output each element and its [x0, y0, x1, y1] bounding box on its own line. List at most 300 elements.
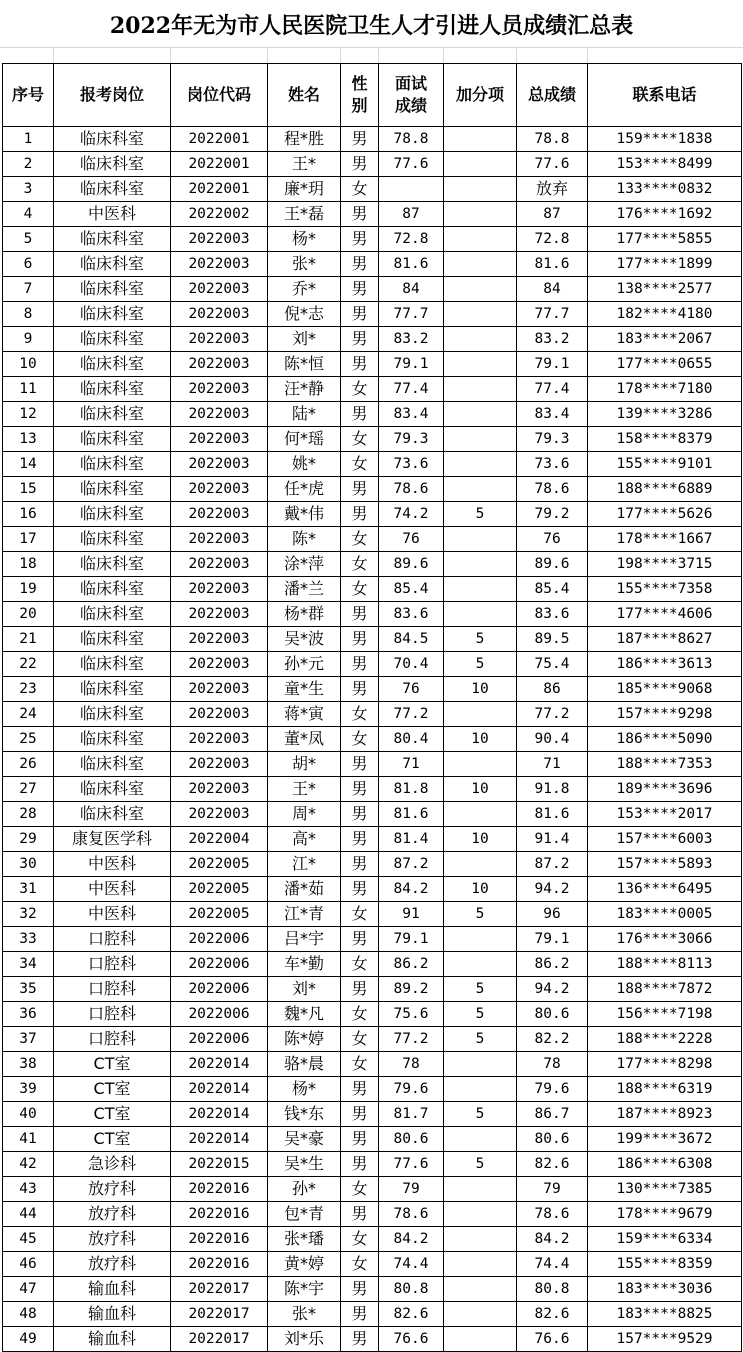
- table-row: [3, 1077, 742, 1102]
- code-cell: 2022017: [171, 1302, 268, 1327]
- bonus-cell: [444, 1277, 517, 1302]
- total-cell: 81.6: [517, 802, 588, 827]
- position-cell: 临床科室: [54, 527, 171, 552]
- header-seq: 序号: [3, 64, 54, 127]
- table-row: [3, 427, 742, 452]
- name-cell: 陈*婷: [268, 1027, 341, 1052]
- name-cell: 涂*萍: [268, 552, 341, 577]
- interview-cell: 83.6: [379, 602, 444, 627]
- seq-cell: 37: [3, 1027, 54, 1052]
- sheet-gridline: [443, 48, 444, 64]
- phone-cell: 155****8359: [588, 1252, 742, 1277]
- bonus-cell: [444, 202, 517, 227]
- sheet-gridline: [516, 48, 517, 64]
- name-cell: 刘*: [268, 977, 341, 1002]
- bonus-cell: [444, 177, 517, 202]
- gender-cell: 男: [341, 677, 379, 702]
- total-cell: 91.4: [517, 827, 588, 852]
- total-cell: 87: [517, 202, 588, 227]
- seq-cell: 8: [3, 302, 54, 327]
- interview-cell: 81.6: [379, 252, 444, 277]
- table-row: [3, 527, 742, 552]
- name-cell: 江*青: [268, 902, 341, 927]
- name-cell: 乔*: [268, 277, 341, 302]
- phone-cell: 189****3696: [588, 777, 742, 802]
- seq-cell: 26: [3, 752, 54, 777]
- table-row: [3, 752, 742, 777]
- code-cell: 2022003: [171, 327, 268, 352]
- total-cell: 79.1: [517, 352, 588, 377]
- gender-cell: 女: [341, 552, 379, 577]
- score-table: [2, 63, 742, 1352]
- name-cell: 黄*婷: [268, 1252, 341, 1277]
- header-position: 报考岗位: [54, 64, 171, 127]
- position-cell: 中医科: [54, 877, 171, 902]
- bonus-cell: [444, 1252, 517, 1277]
- total-cell: 91.8: [517, 777, 588, 802]
- phone-cell: 177****8298: [588, 1052, 742, 1077]
- seq-cell: 39: [3, 1077, 54, 1102]
- position-cell: 输血科: [54, 1327, 171, 1352]
- gender-cell: 男: [341, 402, 379, 427]
- total-cell: 72.8: [517, 227, 588, 252]
- total-cell: 78: [517, 1052, 588, 1077]
- gender-cell: 男: [341, 1277, 379, 1302]
- total-cell: 77.6: [517, 152, 588, 177]
- position-cell: 临床科室: [54, 627, 171, 652]
- position-cell: 临床科室: [54, 427, 171, 452]
- gender-cell: 男: [341, 827, 379, 852]
- bonus-cell: 5: [444, 1152, 517, 1177]
- seq-cell: 25: [3, 727, 54, 752]
- bonus-cell: [444, 1052, 517, 1077]
- seq-cell: 9: [3, 327, 54, 352]
- table-row: [3, 477, 742, 502]
- phone-cell: 176****1692: [588, 202, 742, 227]
- table-row: [3, 227, 742, 252]
- code-cell: 2022005: [171, 852, 268, 877]
- code-cell: 2022003: [171, 352, 268, 377]
- interview-cell: 76: [379, 677, 444, 702]
- total-cell: 84.2: [517, 1227, 588, 1252]
- code-cell: 2022003: [171, 402, 268, 427]
- bonus-cell: [444, 477, 517, 502]
- table-row: [3, 377, 742, 402]
- gender-cell: 男: [341, 602, 379, 627]
- bonus-cell: 10: [444, 827, 517, 852]
- code-cell: 2022016: [171, 1177, 268, 1202]
- total-cell: 71: [517, 752, 588, 777]
- bonus-cell: [444, 602, 517, 627]
- bonus-cell: [444, 1177, 517, 1202]
- name-cell: 戴*伟: [268, 502, 341, 527]
- table-header-row: [3, 64, 742, 127]
- table-row: [3, 802, 742, 827]
- interview-cell: 84.2: [379, 877, 444, 902]
- name-cell: 刘*: [268, 327, 341, 352]
- seq-cell: 28: [3, 802, 54, 827]
- gender-cell: 女: [341, 727, 379, 752]
- seq-cell: 41: [3, 1127, 54, 1152]
- name-cell: 程*胜: [268, 127, 341, 152]
- interview-cell: 81.7: [379, 1102, 444, 1127]
- seq-cell: 14: [3, 452, 54, 477]
- phone-cell: 177****1899: [588, 252, 742, 277]
- name-cell: 倪*志: [268, 302, 341, 327]
- total-cell: 79: [517, 1177, 588, 1202]
- interview-cell: 78: [379, 1052, 444, 1077]
- table-row: [3, 302, 742, 327]
- code-cell: 2022003: [171, 302, 268, 327]
- position-cell: 口腔科: [54, 927, 171, 952]
- total-cell: 79.6: [517, 1077, 588, 1102]
- gender-cell: 男: [341, 627, 379, 652]
- code-cell: 2022003: [171, 452, 268, 477]
- gender-cell: 男: [341, 152, 379, 177]
- sheet-gridline: [378, 48, 379, 64]
- position-cell: 临床科室: [54, 702, 171, 727]
- interview-cell: 70.4: [379, 652, 444, 677]
- name-cell: 陈*恒: [268, 352, 341, 377]
- seq-cell: 48: [3, 1302, 54, 1327]
- bonus-cell: 5: [444, 977, 517, 1002]
- sheet-gridline: [267, 48, 268, 64]
- position-cell: 放疗科: [54, 1202, 171, 1227]
- position-cell: 输血科: [54, 1302, 171, 1327]
- position-cell: 临床科室: [54, 227, 171, 252]
- bonus-cell: [444, 377, 517, 402]
- position-cell: 口腔科: [54, 977, 171, 1002]
- table-row: [3, 1177, 742, 1202]
- position-cell: 放疗科: [54, 1177, 171, 1202]
- interview-cell: 89.2: [379, 977, 444, 1002]
- bonus-cell: [444, 352, 517, 377]
- gender-cell: 男: [341, 877, 379, 902]
- position-cell: 临床科室: [54, 402, 171, 427]
- code-cell: 2022003: [171, 377, 268, 402]
- seq-cell: 22: [3, 652, 54, 677]
- gender-cell: 男: [341, 1127, 379, 1152]
- position-cell: 临床科室: [54, 477, 171, 502]
- interview-cell: 77.6: [379, 1152, 444, 1177]
- table-row: [3, 402, 742, 427]
- total-cell: 80.6: [517, 1127, 588, 1152]
- name-cell: 蒋*寅: [268, 702, 341, 727]
- header-code: 岗位代码: [171, 64, 268, 127]
- sheet-gridline: [0, 47, 743, 48]
- total-cell: 87.2: [517, 852, 588, 877]
- total-cell: 89.6: [517, 552, 588, 577]
- table-row: [3, 1252, 742, 1277]
- table-row: [3, 152, 742, 177]
- interview-cell: 84: [379, 277, 444, 302]
- code-cell: 2022003: [171, 577, 268, 602]
- position-cell: 临床科室: [54, 727, 171, 752]
- bonus-cell: 5: [444, 902, 517, 927]
- total-cell: 86.7: [517, 1102, 588, 1127]
- seq-cell: 5: [3, 227, 54, 252]
- sheet-gridline: [340, 48, 341, 64]
- table-row: [3, 1277, 742, 1302]
- table-row: [3, 552, 742, 577]
- table-row: [3, 1227, 742, 1252]
- table-row: [3, 352, 742, 377]
- interview-cell: [379, 177, 444, 202]
- interview-cell: 81.4: [379, 827, 444, 852]
- table-row: [3, 1302, 742, 1327]
- gender-cell: 男: [341, 502, 379, 527]
- position-cell: 急诊科: [54, 1152, 171, 1177]
- code-cell: 2022016: [171, 1227, 268, 1252]
- name-cell: 车*勤: [268, 952, 341, 977]
- name-cell: 张*: [268, 1302, 341, 1327]
- phone-cell: 188****8113: [588, 952, 742, 977]
- table-row: [3, 252, 742, 277]
- gender-cell: 女: [341, 1227, 379, 1252]
- seq-cell: 35: [3, 977, 54, 1002]
- gender-cell: 男: [341, 352, 379, 377]
- name-cell: 孙*: [268, 1177, 341, 1202]
- phone-cell: 187****8923: [588, 1102, 742, 1127]
- gender-cell: 男: [341, 1302, 379, 1327]
- position-cell: 临床科室: [54, 252, 171, 277]
- code-cell: 2022003: [171, 777, 268, 802]
- seq-cell: 44: [3, 1202, 54, 1227]
- total-cell: 96: [517, 902, 588, 927]
- position-cell: 临床科室: [54, 177, 171, 202]
- position-cell: CT室: [54, 1102, 171, 1127]
- position-cell: 中医科: [54, 852, 171, 877]
- code-cell: 2022005: [171, 902, 268, 927]
- code-cell: 2022014: [171, 1127, 268, 1152]
- total-cell: 79.3: [517, 427, 588, 452]
- code-cell: 2022003: [171, 552, 268, 577]
- total-cell: 79.2: [517, 502, 588, 527]
- code-cell: 2022003: [171, 802, 268, 827]
- name-cell: 陆*: [268, 402, 341, 427]
- gender-cell: 女: [341, 1002, 379, 1027]
- code-cell: 2022002: [171, 202, 268, 227]
- bonus-cell: [444, 1327, 517, 1352]
- position-cell: 临床科室: [54, 802, 171, 827]
- bonus-cell: 5: [444, 1002, 517, 1027]
- bonus-cell: [444, 1077, 517, 1102]
- position-cell: 临床科室: [54, 127, 171, 152]
- name-cell: 包*青: [268, 1202, 341, 1227]
- table-row: [3, 1052, 742, 1077]
- name-cell: 廉*玥: [268, 177, 341, 202]
- header-phone: 联系电话: [588, 64, 742, 127]
- interview-cell: 77.7: [379, 302, 444, 327]
- interview-cell: 83.4: [379, 402, 444, 427]
- header-bonus: 加分项: [444, 64, 517, 127]
- interview-cell: 73.6: [379, 452, 444, 477]
- table-row: [3, 1027, 742, 1052]
- name-cell: 姚*: [268, 452, 341, 477]
- gender-cell: 女: [341, 902, 379, 927]
- total-cell: 77.2: [517, 702, 588, 727]
- gender-cell: 男: [341, 277, 379, 302]
- phone-cell: 183****0005: [588, 902, 742, 927]
- position-cell: 临床科室: [54, 652, 171, 677]
- position-cell: 放疗科: [54, 1227, 171, 1252]
- table-row: [3, 652, 742, 677]
- table-row: [3, 502, 742, 527]
- gender-cell: 男: [341, 127, 379, 152]
- seq-cell: 6: [3, 252, 54, 277]
- code-cell: 2022003: [171, 652, 268, 677]
- interview-cell: 78.6: [379, 1202, 444, 1227]
- sheet-gridline: [53, 48, 54, 64]
- sheet-gridline: [587, 48, 588, 64]
- gender-cell: 女: [341, 1052, 379, 1077]
- code-cell: 2022016: [171, 1202, 268, 1227]
- interview-cell: 79: [379, 1177, 444, 1202]
- table-row: [3, 327, 742, 352]
- position-cell: 临床科室: [54, 452, 171, 477]
- gender-cell: 女: [341, 577, 379, 602]
- bonus-cell: [444, 252, 517, 277]
- seq-cell: 47: [3, 1277, 54, 1302]
- bonus-cell: [444, 1227, 517, 1252]
- bonus-cell: [444, 952, 517, 977]
- bonus-cell: 10: [444, 727, 517, 752]
- total-cell: 75.4: [517, 652, 588, 677]
- gender-cell: 女: [341, 427, 379, 452]
- bonus-cell: 10: [444, 777, 517, 802]
- name-cell: 刘*乐: [268, 1327, 341, 1352]
- code-cell: 2022001: [171, 127, 268, 152]
- bonus-cell: 5: [444, 1102, 517, 1127]
- table-row: [3, 202, 742, 227]
- interview-cell: 71: [379, 752, 444, 777]
- phone-cell: 157****9298: [588, 702, 742, 727]
- bonus-cell: [444, 802, 517, 827]
- phone-cell: 159****1838: [588, 127, 742, 152]
- position-cell: 临床科室: [54, 777, 171, 802]
- seq-cell: 1: [3, 127, 54, 152]
- phone-cell: 157****6003: [588, 827, 742, 852]
- table-row: [3, 727, 742, 752]
- name-cell: 陈*: [268, 527, 341, 552]
- interview-cell: 84.5: [379, 627, 444, 652]
- total-cell: 85.4: [517, 577, 588, 602]
- name-cell: 江*: [268, 852, 341, 877]
- bonus-cell: [444, 277, 517, 302]
- total-cell: 82.6: [517, 1302, 588, 1327]
- bonus-cell: [444, 1202, 517, 1227]
- position-cell: 临床科室: [54, 677, 171, 702]
- total-cell: 81.6: [517, 252, 588, 277]
- position-cell: 口腔科: [54, 1002, 171, 1027]
- position-cell: 放疗科: [54, 1252, 171, 1277]
- interview-cell: 91: [379, 902, 444, 927]
- interview-cell: 87: [379, 202, 444, 227]
- seq-cell: 18: [3, 552, 54, 577]
- table-row: [3, 877, 742, 902]
- name-cell: 骆*晨: [268, 1052, 341, 1077]
- seq-cell: 46: [3, 1252, 54, 1277]
- name-cell: 吴*生: [268, 1152, 341, 1177]
- code-cell: 2022006: [171, 952, 268, 977]
- name-cell: 陈*宇: [268, 1277, 341, 1302]
- gender-cell: 男: [341, 652, 379, 677]
- gender-cell: 女: [341, 377, 379, 402]
- interview-cell: 87.2: [379, 852, 444, 877]
- position-cell: 临床科室: [54, 152, 171, 177]
- code-cell: 2022003: [171, 502, 268, 527]
- table-row: [3, 452, 742, 477]
- table-row: [3, 977, 742, 1002]
- name-cell: 董*凤: [268, 727, 341, 752]
- name-cell: 杨*: [268, 227, 341, 252]
- interview-cell: 83.2: [379, 327, 444, 352]
- gender-cell: 女: [341, 702, 379, 727]
- interview-cell: 78.8: [379, 127, 444, 152]
- phone-cell: 155****7358: [588, 577, 742, 602]
- table-row: [3, 277, 742, 302]
- bonus-cell: [444, 152, 517, 177]
- name-cell: 汪*静: [268, 377, 341, 402]
- total-cell: 83.4: [517, 402, 588, 427]
- seq-cell: 27: [3, 777, 54, 802]
- code-cell: 2022016: [171, 1252, 268, 1277]
- seq-cell: 3: [3, 177, 54, 202]
- header-total: 总成绩: [517, 64, 588, 127]
- bonus-cell: [444, 302, 517, 327]
- seq-cell: 10: [3, 352, 54, 377]
- total-cell: 74.4: [517, 1252, 588, 1277]
- header-gender: [341, 64, 379, 127]
- name-cell: 潘*茹: [268, 877, 341, 902]
- phone-cell: 156****7198: [588, 1002, 742, 1027]
- gender-cell: 女: [341, 527, 379, 552]
- table-row: [3, 1127, 742, 1152]
- phone-cell: 178****9679: [588, 1202, 742, 1227]
- code-cell: 2022006: [171, 927, 268, 952]
- name-cell: 张*: [268, 252, 341, 277]
- gender-cell: 女: [341, 452, 379, 477]
- phone-cell: 188****7872: [588, 977, 742, 1002]
- interview-cell: 86.2: [379, 952, 444, 977]
- position-cell: 临床科室: [54, 502, 171, 527]
- seq-cell: 33: [3, 927, 54, 952]
- gender-cell: 男: [341, 1202, 379, 1227]
- gender-cell: 女: [341, 177, 379, 202]
- position-cell: 临床科室: [54, 377, 171, 402]
- total-cell: 76: [517, 527, 588, 552]
- phone-cell: 138****2577: [588, 277, 742, 302]
- seq-cell: 7: [3, 277, 54, 302]
- table-row: [3, 852, 742, 877]
- code-cell: 2022003: [171, 227, 268, 252]
- name-cell: 王*磊: [268, 202, 341, 227]
- position-cell: 临床科室: [54, 602, 171, 627]
- header-name: 姓名: [268, 64, 341, 127]
- gender-cell: 男: [341, 777, 379, 802]
- seq-cell: 16: [3, 502, 54, 527]
- gender-cell: 女: [341, 1027, 379, 1052]
- table-row: [3, 577, 742, 602]
- phone-cell: 133****0832: [588, 177, 742, 202]
- position-cell: 临床科室: [54, 552, 171, 577]
- phone-cell: 155****9101: [588, 452, 742, 477]
- bonus-cell: [444, 527, 517, 552]
- gender-cell: 男: [341, 927, 379, 952]
- interview-cell: 80.8: [379, 1277, 444, 1302]
- total-cell: 78.6: [517, 477, 588, 502]
- seq-cell: 43: [3, 1177, 54, 1202]
